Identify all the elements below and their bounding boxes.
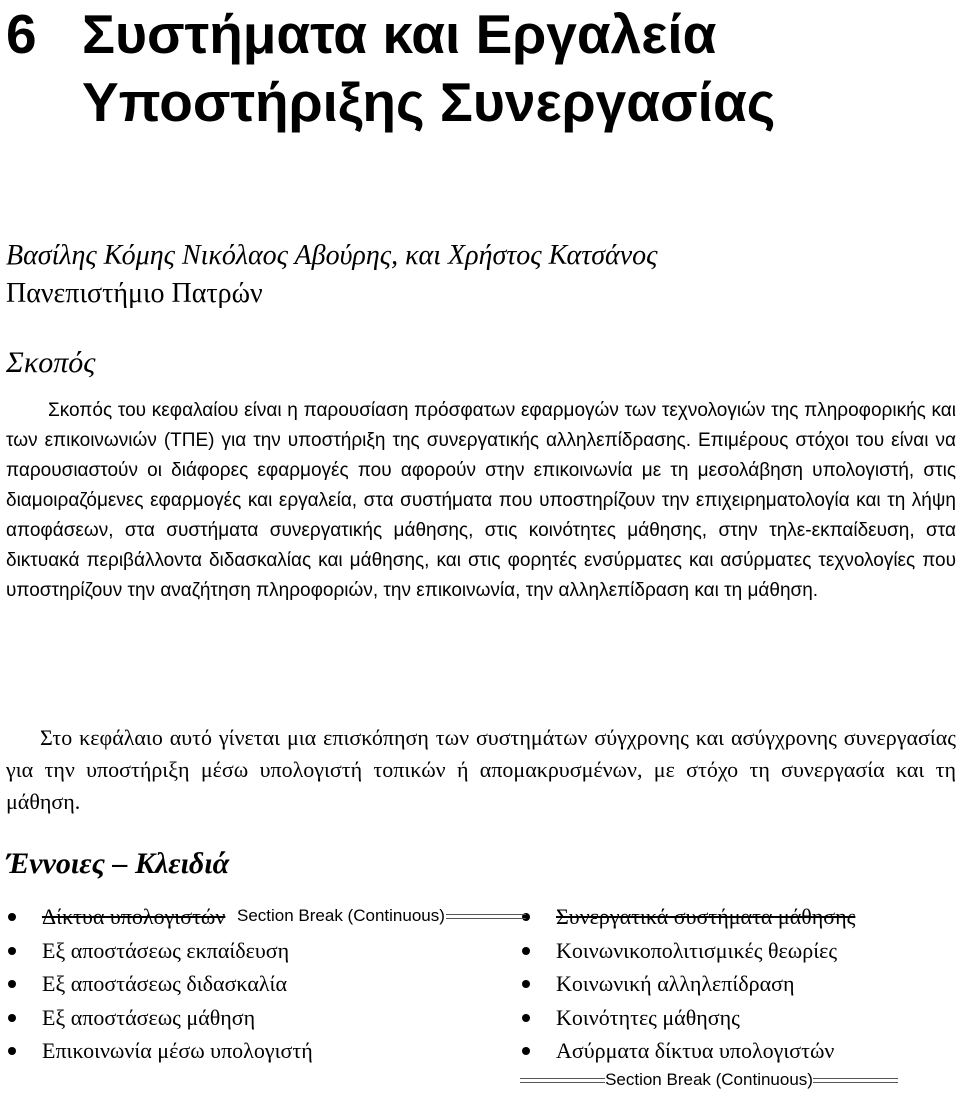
scope-paragraph-2: Στο κεφάλαιο αυτό γίνεται μια επισκόπηση των συστημάτων σύγχρονης και ασύγχρονης συνεργασίας για την υποστήριξη μέσω υπολογιστή τοπικών ή απομακρυσμένων, με στόχο τη συνεργασία και τη μάθηση.: [6, 725, 956, 814]
section-break-line: [813, 1078, 898, 1083]
scope-paragraph-1: Σκοπός του κεφαλαίου είναι η παρουσίαση πρόσφατων εφαρμογών των τεχνολογιών της πληροφορικής και των επικοινωνιών (ΤΠΕ) για την υποστήριξη της συνεργατικής αλληλεπίδρασης. Επιμέρους στόχοι του είναι να παρουσιαστούν οι διάφορες εφαρμογές που αφορούν στην επικοινωνία με τη μεσολάβηση υπολογιστή, στις διαμοιραζόμενες εφαρμογές και εργαλεία, στα συστήματα που υποστηρίζουν την επιχειρηματολογία και τη λήψη αποφάσεων, στα συστήματα συνεργατικής μάθησης, στις κοινότητες μάθησης, στην τηλε-εκπαίδευση, στα δικτυακά περιβάλλοντα διδασκαλίας και μάθησης, και στις φορητές ενσύρματες και ασύρματες τεχνολογίες που υποστηρίζουν την αναζήτηση πληροφοριών, την επικοινωνία, την αλληλεπίδραση και τη μάθηση.: [6, 400, 956, 601]
scope-heading: Σκοπός: [6, 346, 96, 379]
authors: Βασίλης Κόμης Νικόλαος Αβούρης, και Χρήστος Κατσάνος: [6, 240, 658, 271]
bullet-icon: [8, 947, 16, 955]
section-break-label: Section Break (Continuous): [237, 906, 445, 925]
bullet-icon: [8, 913, 16, 921]
bullet-icon: [522, 1047, 530, 1055]
affiliation: Πανεπιστήμιο Πατρών: [6, 278, 263, 309]
section-break-line: [520, 1078, 605, 1083]
keyword-item: Εξ αποστάσεως διδασκαλία: [8, 967, 488, 1001]
bullet-icon: [8, 1047, 16, 1055]
keyword-item: Κοινωνικοπολιτισμικές θεωρίες: [522, 934, 952, 968]
keyword-item: Κοινωνική αλληλεπίδραση: [522, 967, 952, 1001]
chapter-number: 6: [6, 3, 37, 65]
keyword-item: Επικοινωνία μέσω υπολογιστή: [8, 1034, 488, 1068]
bullet-icon: [8, 980, 16, 988]
section-break-label: Section Break (Continuous): [605, 1070, 813, 1089]
keyword-item: Εξ αποστάσεως εκπαίδευση: [8, 934, 488, 968]
chapter-title-line2: Υποστήριξης Συνεργασίας: [82, 71, 776, 133]
bullet-icon: [8, 1014, 16, 1022]
chapter-title: [6, 0, 956, 136]
chapter-title-line1: Συστήματα και Εργαλεία: [82, 3, 717, 65]
keyword-item: Ασύρματα δίκτυα υπολογιστών: [522, 1034, 952, 1068]
keyword-item: Δίκτυα υπολογιστών: [8, 900, 488, 934]
keywords-list-right: [522, 900, 952, 1068]
bullet-icon: [522, 947, 530, 955]
keyword-item: Εξ αποστάσεως μάθηση: [8, 1001, 488, 1035]
bullet-icon: [522, 980, 530, 988]
section-break-marker[interactable]: [236, 906, 526, 926]
keywords-heading: Έννοιες – Κλειδιά: [6, 847, 230, 880]
section-break-marker[interactable]: [520, 1070, 898, 1090]
section-break-line: [446, 914, 526, 919]
keyword-item: Κοινότητες μάθησης: [522, 1001, 952, 1035]
bullet-icon: [522, 1014, 530, 1022]
keyword-item: Συνεργατικά συστήματα μάθησης: [522, 900, 952, 934]
